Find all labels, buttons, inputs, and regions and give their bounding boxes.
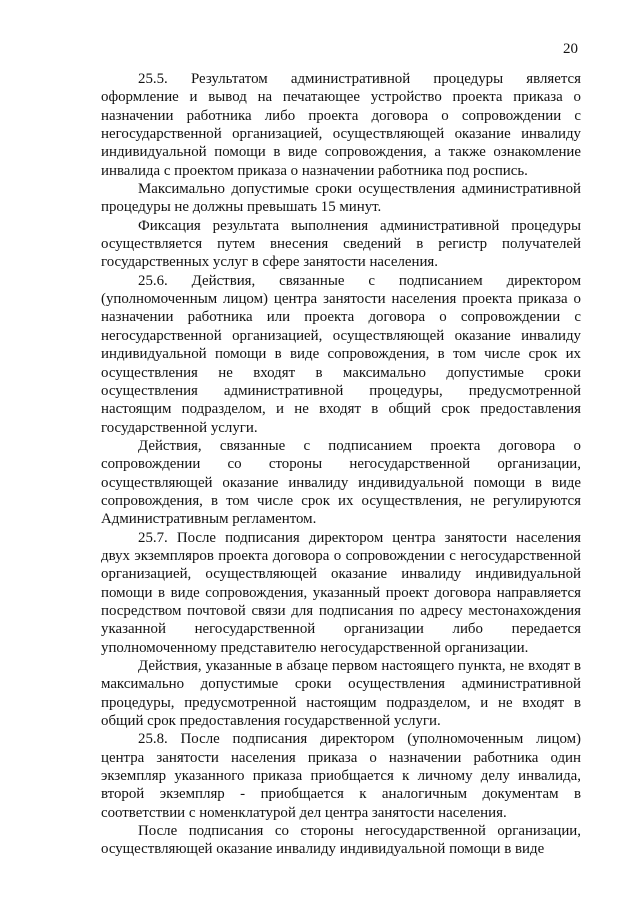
paragraph-contract-signing: Действия, связанные с подписанием проекта договора о сопровождении со стороны негосударственной организации, осуществляющей оказание инвалиду индивидуальной помощи в виде сопровождения, в том числе срок их осуществления, не регулируются Административным регламентом. xyxy=(101,437,581,528)
paragraph-25-7: 25.7. После подписания директором центра занятости населения двух экземпляров проекта договора о сопровождении с негосударственной организацией, осуществляющей оказание инвалиду индивидуальной помощи в виде сопровождения, указанный проект договора направляется посредством почтовой связи для подписания по адресу местонахождения указанной негосударственной организации либо передается уполномоченному представителю негосударственной организации. xyxy=(101,529,581,656)
page-number: 20 xyxy=(563,41,578,57)
paragraph-result-fixation: Фиксация результата выполнения административной процедуры осуществляется путем внесения сведений в регистр получателей государственных услуг в сфере занятости населения. xyxy=(101,217,581,271)
paragraph-actions-not-included: Действия, указанные в абзаце первом настоящего пункта, не входят в максимально допустимые сроки осуществления административной процедуры, предусмотренной настоящим подразделом, и не входят в общий срок предоставления государственной услуги. xyxy=(101,658,581,730)
document-body xyxy=(101,70,581,859)
paragraph-after-signing: После подписания со стороны негосударственной организации, осуществляющей оказание инвалиду индивидуальной помощи в виде xyxy=(101,823,581,858)
paragraph-max-time: Максимально допустимые сроки осуществления административной процедуры не должны превышать 15 минут. xyxy=(101,181,581,216)
paragraph-25-6: 25.6. Действия, связанные с подписанием директором (уполномоченным лицом) центра занятости населения проекта приказа о назначении работника или проекта договора о сопровождении с негосударственной организацией, осуществляющей оказание инвалиду индивидуальной помощи в виде сопровождения, в том числе срок их осуществления не входят в максимально допустимые сроки осуществления административной процедуры, предусмотренной настоящим подразделом, и не входят в общий срок предоставления государственной услуги. xyxy=(101,272,581,436)
paragraph-25-5: 25.5. Результатом административной процедуры является оформление и вывод на печатающее устройство проекта приказа о назначении работника либо проекта договора о сопровождении с негосударственной организацией, осуществляющей оказание инвалиду индивидуальной помощи в виде сопровождения, а также ознакомление инвалида с проектом приказа о назначении работника под роспись. xyxy=(101,71,581,179)
paragraph-25-8: 25.8. После подписания директором (уполномоченным лицом) центра занятости населения приказа о назначении работника один экземпляр указанного приказа приобщается к личному делу инвалида, второй экземпляр - приобщается к аналогичным документам в соответствии с номенклатурой дел центра занятости населения. xyxy=(101,731,581,821)
